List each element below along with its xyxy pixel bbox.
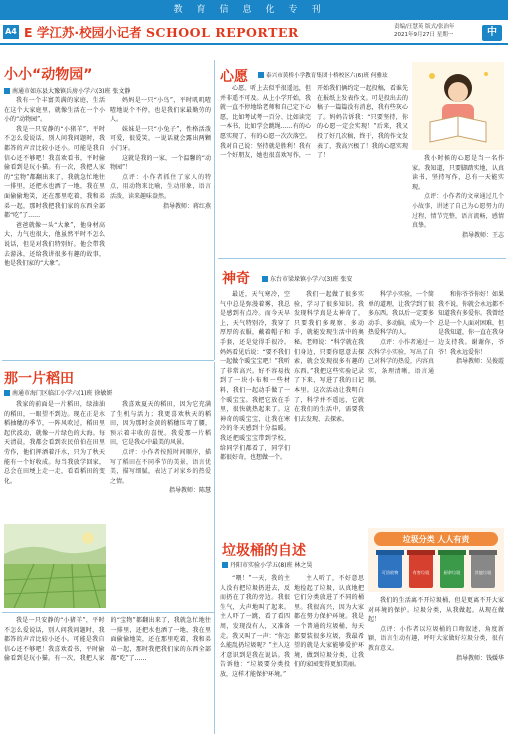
xi-col-4 <box>438 290 504 522</box>
xinyuan-teacher: 指导教师：王志 <box>461 231 504 239</box>
xi-byline <box>262 274 352 283</box>
dongtian-byline-text: 南通市海门区临江小学六(1)班 徐敏妍 <box>12 390 113 397</box>
bin-label: 可回收物 <box>381 570 399 575</box>
donghua-col-1 <box>4 96 105 358</box>
edition-title <box>24 23 299 41</box>
column-divider <box>214 60 215 360</box>
editor-credits <box>394 23 454 39</box>
bin-banner-text: 垃圾分类 人人有责 <box>402 535 470 544</box>
girl-reading-illustration <box>412 62 504 150</box>
section-band: 教育信息化专刊 <box>0 0 508 20</box>
byline-bullet-icon <box>258 72 264 78</box>
laji-col-2 <box>294 574 364 732</box>
paragraph: 我小时候的心愿是当一名作家。我知道，只要脚踏实地，认真读书，坚持写作，总有一天能实现。 <box>412 155 504 191</box>
dongtian-title: 那一片稻田 <box>4 371 74 387</box>
paragraph: 爸爸就像一头“大象”，他身材高大，力气也很大，他虽然平时不怎么说话，但是对我们特别好。他会带我去游泳，还给我讲很多有趣的故事，他是我们家的“大象”。 <box>4 221 105 268</box>
xinyuan-comment: 点评：小作者的文章通过几个小故事，讲述了自己为心愿努力的过程，情节完整，语言流畅，感情真挚。 <box>412 193 504 230</box>
laji-teacher: 指导教师：钱媛华 <box>455 654 504 662</box>
xi-teacher: 指导教师：吴俊霞 <box>455 358 504 366</box>
byline-bullet-icon <box>4 88 10 94</box>
paragraph: 我家的前面是一片稻田，绿油油的稻田，一眼望不到边。现在正是水稻抽穗的季节，一阵风吹过，稻田里起伏波动，就像一片绿色的大海。每天清晨，我都会看到农民伯伯在田里劳作，他们挥洒着汗水，只为了秋天能有一个好收成。每当我放学回家，总会在田埂上走一走，看看稻田的变化。 <box>4 401 105 485</box>
paragraph: 我们的生活离不开垃圾桶，但是更离不开大家对环境的保护。垃圾分类，从我做起，从现在做起！ <box>368 597 504 624</box>
xinyuan-byline <box>258 71 388 79</box>
paragraph: 这就是我的一家，一个温馨的“动物园”！ <box>110 154 211 172</box>
recycle-bins-icon <box>368 528 504 592</box>
laji-byline-text: 丹阳市实验小学五(8)班 林之昊 <box>230 562 313 569</box>
laji-col-1 <box>220 574 290 732</box>
xi-comment: 点评：小作者通过一次科学小实验，写出了自己对科学的热爱，内容真实，条理清晰，语言通顺。 <box>368 338 434 385</box>
laji-title: 垃圾桶的自述 <box>222 543 306 559</box>
edition-cn: E 学江苏·校园小记者 <box>24 25 142 40</box>
xi-col-1 <box>220 290 290 522</box>
dongtian-col-2 <box>110 400 211 600</box>
paragraph: 我喜欢夏天的稻田，因为它充满了生机与活力；我更喜欢秋天的稻田，因为那时金黄的稻穗压弯了腰，预示着丰收的喜悦。我爱那一片稻田，它是我心中最美的风景。 <box>110 401 211 447</box>
laji-byline <box>222 560 312 569</box>
donghua-title: 小小“动物园” <box>4 67 93 83</box>
xinyuan-body <box>220 84 408 226</box>
laji-col-3 <box>368 596 504 732</box>
rice-field-icon <box>4 524 106 608</box>
editor-line: 责编/汪慧英 版式/张治年 <box>394 24 455 30</box>
xi-col-2 <box>294 290 364 522</box>
paragraph: 和你爷爷你好！如果我不说，你就会永远都不知道我有多爱你。我曾经总是一个人面对困难，但是我知道，你一直在我身边支持我。谢谢你，爷爷！我永远爱你！ <box>438 291 504 356</box>
paragraph: 最近，天气寒冷，空气中总是弥漫着雾，我总是感到有点冷。而今天早上，天气特别冷，我穿了厚厚的衣服，戴着帽子和手套，还是觉得手很冷。妈妈看见后说：“要不我们一起做个暖宝宝吧！”我听了非常高兴。好不容易找到了一块小布和一些材料，我们一起动手做了一个暖宝宝。我把它放在手里，很快就热起来了。这神奇的暖宝宝，让我在寒冷的冬天感到十分温暖。我还把暖宝宝带到学校，给同学们都看了，同学们都很好奇，也想做一个。 <box>220 291 290 462</box>
date-line: 2021年9月27日 星期一 <box>394 32 454 38</box>
donghua-byline <box>4 86 130 95</box>
paragraph: 我有一个丰富美满的家庭，生活在这个大家庭里，就像生活在一个小小的“动物园”。 <box>4 97 105 124</box>
xinyuan-side <box>412 154 504 254</box>
paragraph: 心愿，听上去似乎很遥远，但并非遥不可及。从上小学开始，我就一直不停地给老师和自己定下心愿，比如考试考一百分、比如读完一本书、比如学会跳绳……有的心愿实现了，有的心愿一次次落空。我对自己说：坚持就是胜利！我有一个好朋友，她也很喜欢写作，一开始我们俩约定一起投稿，看谁先在报纸上发表作文。可是投出去的稿子一篇篇没有消息，我有些灰心了。妈妈告诉我：“只要坚持，你的心愿一定会实现！”后来，我又投了好几次稿，终于，我的作文发表了，我高兴极了！我的心愿实现了！ <box>220 85 408 160</box>
bin-label: 厨余垃圾 <box>443 570 461 575</box>
paragraph: 我们一起做了很多实验，学习了很多知识。我发现科学真是太神奇了，只要我们多观察、多动手，就能发现生活中的奥秘。老师说：“科学就在我们身边，只要你愿意去探索，就会发现很多有趣的东西。”我把这些实验记录了下来，写进了我的日记本里。这次活动让我明白了，科学并不遥远，它就在我们的生活中，需要我们去发现、去探索。 <box>294 291 364 423</box>
girl-reading-icon <box>412 62 504 150</box>
paragraph: 我是一只安静的“小猪羊”，平时不怎么爱说话，别人问我问题时，我都答的声音比较小还小。可能是我自信心还不够吧！我喜欢看书，平时偷偷看到是玩小猫。有一次，我把人家的“宝物”都翻出来了，我就急忙地往一排里，还把水也洒了一地，我在里面偷偷地笑，还在那里吃着，我和弟弟一起，那时我把我们家的东西全部都“吃”了…… <box>4 125 105 220</box>
dongtian-col-1 <box>4 400 105 520</box>
donghua-teacher: 指导教师：蒋红燕 <box>162 202 211 210</box>
dongtian-continued <box>4 616 211 732</box>
donghua-comment: 点评：小作者抓住了家人的特点，用动物来比喻，生动形象，语言活泼，读来趣味盎然。 <box>110 173 211 200</box>
xi-title: 神奇 <box>222 271 250 287</box>
xinyuan-byline-text: 泰兴市黄桥小学教育集团十桥校区六(6)班 何雅玹 <box>266 73 388 79</box>
xinyuan-title: 心愿 <box>220 69 248 85</box>
bin-label: 有害垃圾 <box>412 570 430 575</box>
bin-illustration <box>368 528 504 592</box>
paragraph: 我是一只安静的“小猪羊”，平时不怎么爱说话，别人问我问题时，我都答的声音比较小还小。可能是我自信心还不够吧！我喜欢看书，平时偷偷看到是玩小猫。有一次，我把人家的“宝物”都翻出来了，我就急忙地往一排里，还把水也洒了一地，我在里面偷偷地笑，还在那里吃着，我和弟弟一起，那时我把我们家的东西全部都“吃”了…… <box>4 617 211 663</box>
paragraph: 妈妈是一只“小鸟”，平时叽叽喳喳地说个不停，也是我们家最勤劳的人。 <box>110 97 211 124</box>
donghua-col-2 <box>110 96 211 358</box>
section-divider <box>2 612 214 613</box>
byline-bullet-icon <box>222 562 228 568</box>
masthead-row <box>0 21 508 45</box>
paragraph: 妹妹是一只“小兔子”，性格活泼可爱，很爱笑，一说话就会露出两颗小门牙。 <box>110 125 211 152</box>
column-divider <box>214 362 215 734</box>
donghua-byline-text: 南通市如东县大豫镇兵房小学六(3)班 张文静 <box>12 88 131 95</box>
dongtian-byline <box>4 388 112 397</box>
paragraph: 主人听了，不好意思地捡起了垃圾，认真地把它们分类放进了不同的桶里。我很高兴，因为大家都在努力保护环境。我是一个普通的垃圾桶，每天都要装很多垃圾，我最希望的就是大家能够爱护环境，做到垃圾分类，让我们的家园变得更加美丽。 <box>294 575 364 669</box>
dongtian-comment: 点评：小作者按照时间顺序，描写了稻田在不同季节的美景，语言优美，描写细腻，表达了对家乡的热爱之情。 <box>110 448 211 485</box>
xi-col-3 <box>368 290 434 522</box>
bin-label: 其他垃圾 <box>474 570 492 575</box>
paragraph: 科学小实验，一个简单的道理，让我学到了很多东西。我以后一定要多动手、多动脑，成为一个热爱科学的人。 <box>368 291 434 337</box>
byline-bullet-icon <box>4 390 10 396</box>
byline-bullet-icon <box>262 276 268 282</box>
page-number: A4 <box>3 25 19 39</box>
rice-field-illustration <box>4 524 106 608</box>
logo-icon: 中 <box>482 25 502 41</box>
xi-byline-text: 东台市梁垛镇小学六(3)班 张安 <box>270 276 353 283</box>
section-divider <box>2 360 214 361</box>
edition-en: SCHOOL REPORTER <box>146 25 299 40</box>
dongtian-teacher: 指导教师：陈慧 <box>168 487 211 495</box>
paragraph: “喂！”一天，我的主人没有把垃圾扔进去，反而扔在了我的旁边。我很生气，大声地叫了起来。主人吓了一跳，看了看四周，发现没有人，又准备走。我又叫了一声：“你怎么能乱扔垃圾呢？”主人这才意识到是我在说话。我告诉他：“垃圾要分类投放，这样才能保护环境。” <box>220 575 290 678</box>
section-divider <box>218 258 506 259</box>
laji-comment: 点评：小作者以垃圾桶的口吻叙述，角度新颖，语言生动有趣，呼吁大家做好垃圾分类，很有教育意义。 <box>368 625 504 652</box>
